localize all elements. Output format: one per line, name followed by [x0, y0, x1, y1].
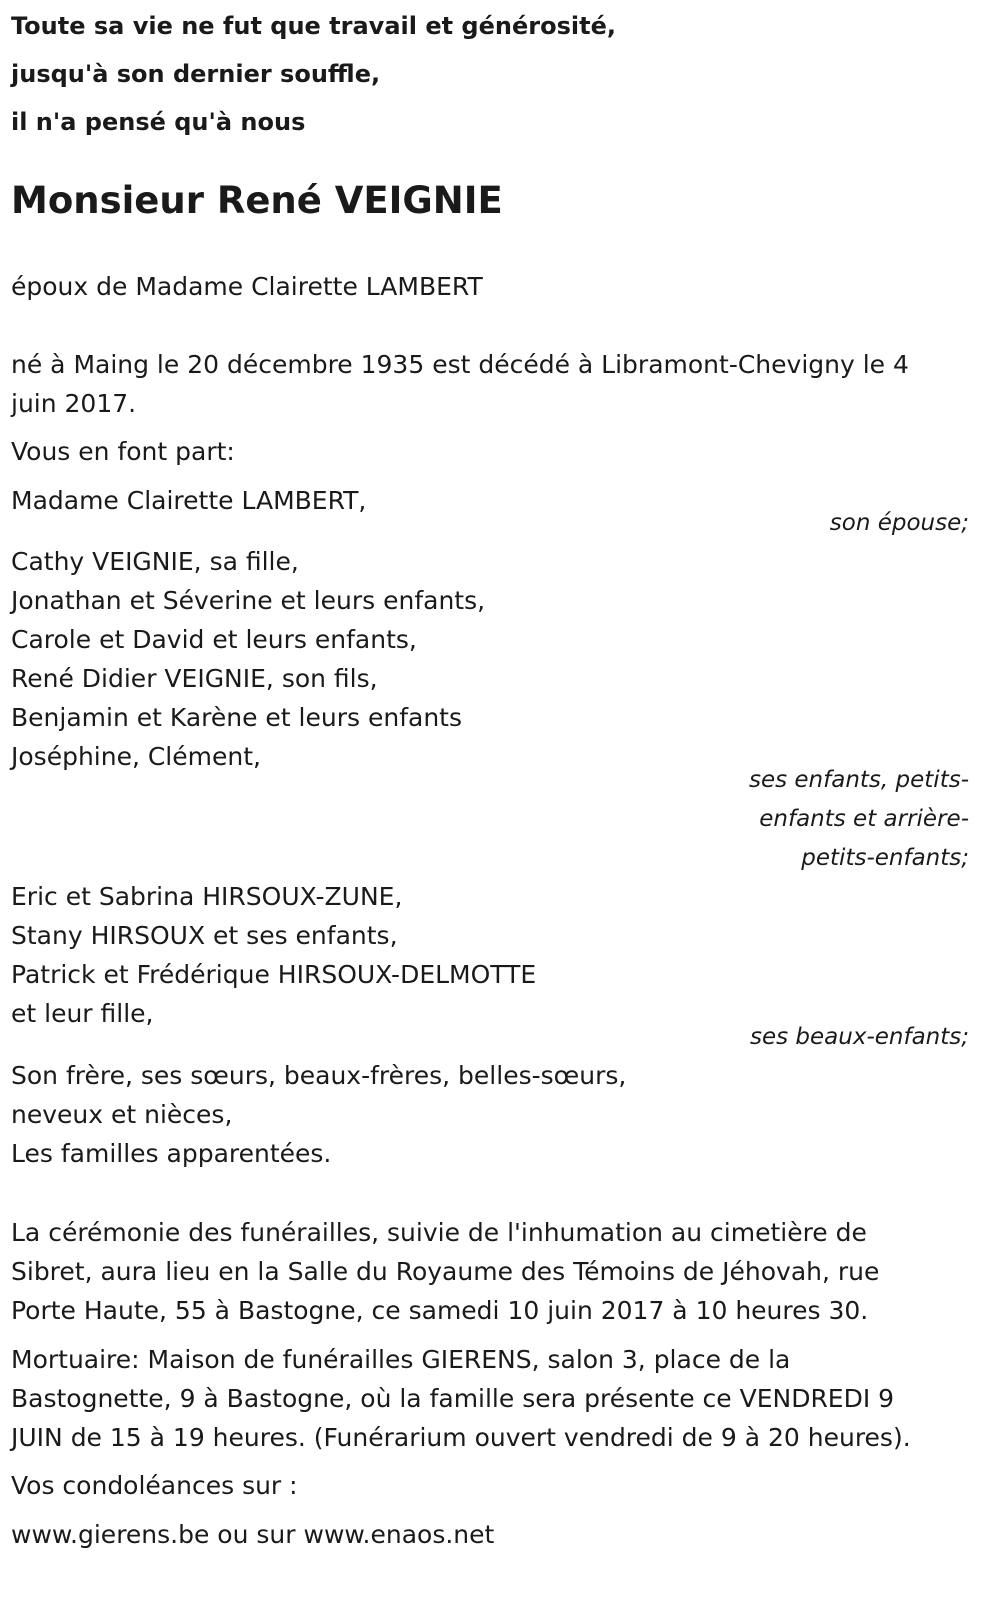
condolences-links: www.gierens.be ou sur www.enaos.net: [11, 1520, 495, 1549]
epigraph-line-2: jusqu'à son dernier souffle,: [11, 60, 381, 88]
family-name-line: Cathy VEIGNIE, sa fille,: [11, 547, 299, 576]
family-name-line: Benjamin et Karène et leurs enfants: [11, 703, 462, 732]
family-name-line: neveux et nièces,: [11, 1100, 233, 1129]
family-name-line: Madame Clairette LAMBERT,: [11, 486, 367, 515]
deceased-name: Monsieur René VEIGNIE: [11, 179, 503, 222]
family-role-line: son épouse;: [829, 510, 969, 536]
ceremony-line: Porte Haute, 55 à Bastogne, ce samedi 10 juin 2017 à 10 heures 30.: [11, 1296, 869, 1325]
mortuary-line: Mortuaire: Maison de funérailles GIERENS, salon 3, place de la: [11, 1345, 791, 1374]
ceremony-line: Sibret, aura lieu en la Salle du Royaume des Témoins de Jéhovah, rue: [11, 1257, 880, 1286]
mortuary-line: Bastognette, 9 à Bastogne, où la famille sera présente ce VENDREDI 9: [11, 1384, 895, 1413]
ceremony-line: La cérémonie des funérailles, suivie de l'inhumation au cimetière de: [11, 1218, 867, 1247]
family-role-line: petits-enfants;: [801, 845, 969, 871]
family-name-line: Joséphine, Clément,: [11, 742, 261, 771]
condolences-label: Vos condoléances sur :: [11, 1471, 298, 1500]
family-role-line: ses beaux-enfants;: [749, 1024, 969, 1050]
family-name-line: René Didier VEIGNIE, son fils,: [11, 664, 378, 693]
family-name-line: Les familles apparentées.: [11, 1139, 332, 1168]
epigraph-line-1: Toute sa vie ne fut que travail et générosité,: [11, 12, 616, 40]
family-role-line: ses enfants, petits-: [748, 767, 969, 793]
family-name-line: Patrick et Frédérique HIRSOUX-DELMOTTE: [11, 960, 537, 989]
family-name-line: et leur fille,: [11, 999, 154, 1028]
family-role-line: enfants et arrière-: [759, 806, 969, 832]
announcement-intro: Vous en font part:: [11, 437, 235, 466]
family-name-line: Stany HIRSOUX et ses enfants,: [11, 921, 398, 950]
epigraph-line-3: il n'a pensé qu'à nous: [11, 108, 306, 136]
family-name-line: Eric et Sabrina HIRSOUX-ZUNE,: [11, 882, 403, 911]
family-name-line: Son frère, ses sœurs, beaux-frères, belles-sœurs,: [11, 1061, 627, 1090]
birth-death-line-2: juin 2017.: [11, 389, 137, 418]
family-name-line: Jonathan et Séverine et leurs enfants,: [11, 586, 486, 615]
family-name-line: Carole et David et leurs enfants,: [11, 625, 417, 654]
birth-death-line-1: né à Maing le 20 décembre 1935 est décédé à Libramont-Chevigny le 4: [11, 350, 909, 379]
mortuary-line: JUIN de 15 à 19 heures. (Funérarium ouvert vendredi de 9 à 20 heures).: [11, 1423, 911, 1452]
spouse-line: époux de Madame Clairette LAMBERT: [11, 272, 483, 301]
